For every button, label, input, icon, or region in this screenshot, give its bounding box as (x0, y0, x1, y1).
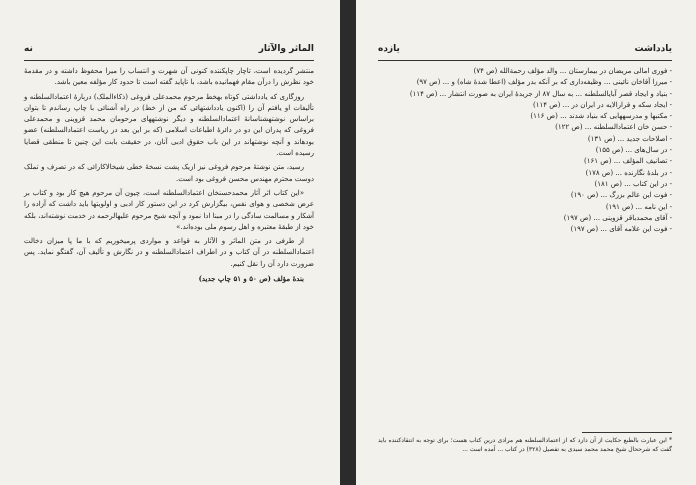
quotation: «این کتاب اثر آثار محمدحسنخان اعتمادالسلطنه است، چیون آن مرحوم هیچ کار بود و کتاب بر عرض شخصی و هوای نفس، بیگزارش کرد در این دستور کار ادبی و اولویتها باید داشت که آزاده را آشکار و مسالمت سادگی را در مبنا ادا نمود و آنچه شیخ مرحوم علیهالرحمه در خدمت نوشته‌اند، بلکه خود از طبقهٔ معتبره و اهل رسوم ملی بوده‌اند.» (24, 188, 314, 231)
list-item: - تصانیف المؤلف ... (ص ۱۶۱) (584, 157, 672, 166)
left-page-header (24, 44, 314, 60)
list-item: - میرزا آقاخان نائینی ... وظیفه‌داری که بر آنکه بدر مؤلف (اعطا شدهٔ شاه) و ... (ص ۹۷) (416, 78, 672, 87)
header-rule (24, 60, 314, 61)
citation: بندهٔ مؤلف (ص ۵۰ و ۵۱ چاپ جدید) (198, 274, 304, 284)
left-page (0, 0, 340, 485)
list-item: - در سال‌های ... (ص ۱۵۵) (595, 146, 672, 155)
paragraph: روزگاری که یادداشتی کوتاه بهخط مرحوم محمدعلی فروغی (ذکاءالملک) دربارهٔ اعتمادالسلطنه و تألیفات او یافتم آن را (اکنون یادداشتهائی که من از خط) در راه آشنائی با چاپ رساندم تا بتوان براساس نوشتهشناسانهٔ اعتمادالسلطنه و دیگر نوشتههای مرحومان محمد قزوینی و محمدعلی فروغی که پدران این دو در دائرهٔ اطباعات اسلامی (که بر این بعد در ریاست اعتمادالسلطنه) عضو بودهاند و آنچه نوشتهاند در این باب حقوق ادبی آنان، در حقیقت بابت این چنین تا منطقی قضایا رسیده است. (24, 92, 314, 158)
paragraph: منتشر گردیده است، تاچار چاپکننده کنونی آن شهرت و انتساب را میرا محفوظ داشته و در مقدمهٔ خود نظرش را درآن مقام فهمانیده باشد، با تاپاید گفته است تا حدود کار مؤلفه معین باشد. (24, 67, 314, 87)
paragraph: رسید، متن نوشتهٔ مرحوم فروغی نیز ازیک پشت نسخهٔ خطی شیخالاکارائی که در تصرف و تملک دوست محترم مهندس محسن فروغی بود است. (24, 163, 314, 183)
page-number: یازده (378, 44, 400, 54)
paragraph: از طرفی در متن الماثر و الآثار به قواعد و مواردی پرمیخوریم که با ما پا میزان دخالت اعتمادالسلطنه در آن کتاب و در اطراف اعتمادالسلطنه و در نگارش و تألیف آن، گفتگو نماید. پس ضرورت دارد آن را نقل کنیم. (24, 237, 314, 268)
book-gutter (340, 0, 356, 485)
list-item: - ایجاد سکه و قرارالایه در ایران در ... (ص ۱۱۴) (532, 100, 672, 109)
list-item: - اصلاحات جدید ... (ص ۱۳۱) (587, 134, 672, 143)
list-item: - در این کتاب ... (ص ۱۸۱) (594, 179, 672, 188)
list-item: - مکتبها و مدرسههایی که بنیاد شدند ... (ص ۱۱۶) (530, 112, 672, 121)
list-item: - بنیاد و ایجاد قصر آبایالسلطنه ... به سال ۸۷ از جریدهٔ ایران به صورت انتشار ... (ص ۱۱۴) (409, 89, 672, 98)
footnote-rule (582, 432, 672, 433)
right-page-body (378, 66, 672, 235)
left-page-body (24, 66, 314, 287)
list-item: - در بلدهٔ نگارنده ... (ص ۱۷۸) (585, 168, 672, 177)
list-item: - فوری امالی مریضان در بیمارستان ... والد مؤلف رحمةالله (ص ۷۴) (473, 67, 672, 75)
right-page (356, 0, 696, 485)
list-item: - فوت این علامه آقای ... (ص ۱۹۷) (570, 225, 672, 234)
list-item: - فوت این عالم بزرگ ... (ص ۱۹۰) (570, 191, 672, 200)
page-number: نه (24, 44, 33, 54)
running-title: یادداشت (634, 44, 672, 54)
footnote: * این عبارت بالطبع حکایت از آن دارد که از اعتمادالسلطنه هم مرادی درین کتاب هست؛ برای توجه به انتقادکننده باید گفت که شرححال شیخ محمد محمد سیدی به تفصیل (۳۲۸) در کتاب ... آمده است ... (378, 437, 672, 453)
running-title: الماثر والآثار (258, 44, 314, 54)
list-item: - این نامه ... (ص ۱۹۱) (605, 202, 672, 211)
header-rule (378, 60, 672, 61)
list-item: - حسن خان اعتمادالسلطنه ... (ص ۱۲۲) (555, 123, 672, 132)
list-item: - آقای محمدباقر قزوینی ... (ص ۱۹۷) (563, 213, 672, 222)
right-page-header (378, 44, 672, 60)
